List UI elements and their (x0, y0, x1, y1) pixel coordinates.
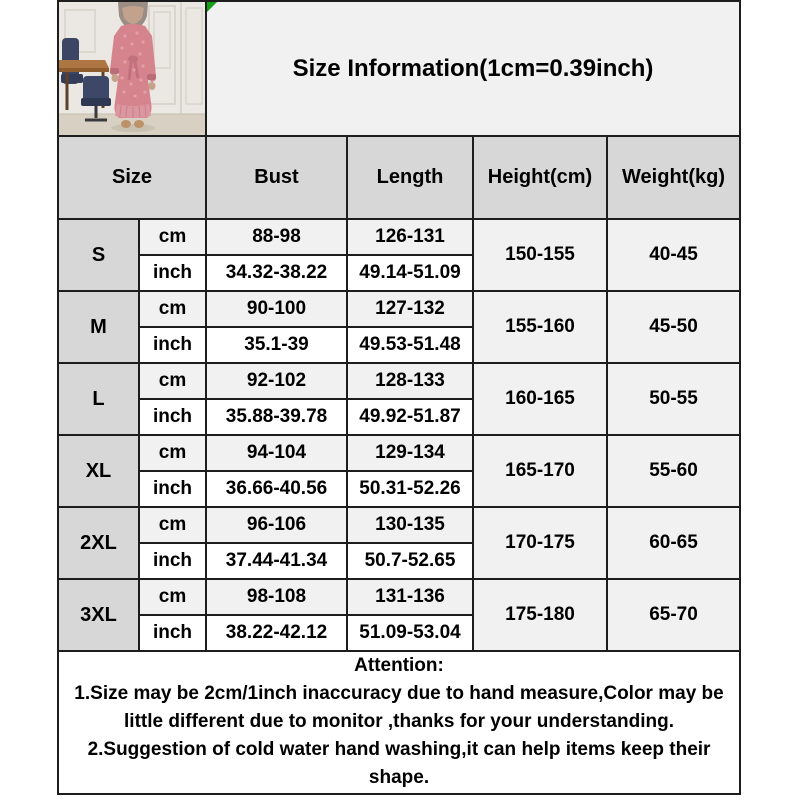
height-value: 150-155 (473, 219, 607, 291)
bust-inch-value: 36.66-40.56 (206, 471, 347, 507)
table-row-s-cm (58, 219, 740, 255)
bust-cm-value: 88-98 (206, 219, 347, 255)
unit-cm-cell: cm (139, 219, 206, 255)
unit-cm-cell: cm (139, 435, 206, 471)
col-header-bust: Bust (206, 136, 347, 219)
size-cell: 3XL (58, 579, 139, 651)
attention-line-2: 2.Suggestion of cold water hand washing,it can help items keep their shape. (87, 739, 711, 789)
bust-cm-value: 94-104 (206, 435, 347, 471)
length-inch-value: 50.31-52.26 (347, 471, 473, 507)
length-inch-value: 51.09-53.04 (347, 615, 473, 651)
unit-inch-cell: inch (139, 615, 206, 651)
unit-inch-cell: inch (139, 399, 206, 435)
weight-value: 55-60 (607, 435, 740, 507)
model-photo-illustration (59, 2, 205, 135)
attention-heading: Attention: (354, 655, 444, 676)
weight-value: 50-55 (607, 363, 740, 435)
unit-cm-cell: cm (139, 579, 206, 615)
size-cell: S (58, 219, 139, 291)
length-cm-value: 126-131 (347, 219, 473, 255)
table-row-xl-cm (58, 435, 740, 471)
unit-inch-cell: inch (139, 543, 206, 579)
length-cm-value: 130-135 (347, 507, 473, 543)
weight-value: 40-45 (607, 219, 740, 291)
height-value: 155-160 (473, 291, 607, 363)
length-inch-value: 49.53-51.48 (347, 327, 473, 363)
unit-cm-cell: cm (139, 291, 206, 327)
length-cm-value: 128-133 (347, 363, 473, 399)
bust-inch-value: 35.1-39 (206, 327, 347, 363)
col-header-weight: Weight(kg) (607, 136, 740, 219)
col-header-height: Height(cm) (473, 136, 607, 219)
bust-cm-value: 98-108 (206, 579, 347, 615)
col-header-size: Size (58, 136, 206, 219)
weight-value: 60-65 (607, 507, 740, 579)
table-row-l-cm (58, 363, 740, 399)
bust-cm-value: 92-102 (206, 363, 347, 399)
height-value: 165-170 (473, 435, 607, 507)
bust-cm-value: 90-100 (206, 291, 347, 327)
table-row-m-cm (58, 291, 740, 327)
bust-inch-value: 38.22-42.12 (206, 615, 347, 651)
height-value: 170-175 (473, 507, 607, 579)
length-cm-value: 127-132 (347, 291, 473, 327)
product-photo (58, 1, 206, 136)
title-cell (206, 1, 740, 136)
unit-inch-cell: inch (139, 327, 206, 363)
unit-inch-cell: inch (139, 471, 206, 507)
size-cell: 2XL (58, 507, 139, 579)
height-value: 160-165 (473, 363, 607, 435)
unit-cm-cell: cm (139, 507, 206, 543)
attention-note (58, 651, 740, 794)
bust-cm-value: 96-106 (206, 507, 347, 543)
weight-value: 45-50 (607, 291, 740, 363)
size-cell: XL (58, 435, 139, 507)
weight-value: 65-70 (607, 579, 740, 651)
green-corner-marker-icon (207, 2, 217, 12)
size-cell: M (58, 291, 139, 363)
size-table (57, 0, 741, 795)
table-row-3xl-cm (58, 579, 740, 615)
unit-inch-cell: inch (139, 255, 206, 291)
length-cm-value: 129-134 (347, 435, 473, 471)
header-banner-row (58, 1, 740, 136)
bust-inch-value: 34.32-38.22 (206, 255, 347, 291)
length-inch-value: 49.14-51.09 (347, 255, 473, 291)
column-header-row (58, 136, 740, 219)
bust-inch-value: 35.88-39.78 (206, 399, 347, 435)
col-header-length: Length (347, 136, 473, 219)
height-value: 175-180 (473, 579, 607, 651)
table-row-2xl-cm (58, 507, 740, 543)
attention-row (58, 651, 740, 794)
bust-inch-value: 37.44-41.34 (206, 543, 347, 579)
length-inch-value: 50.7-52.65 (347, 543, 473, 579)
attention-line-1: 1.Size may be 2cm/1inch inaccuracy due to hand measure,Color may be little different due to monitor ,thanks for your understanding. (74, 683, 724, 733)
unit-cm-cell: cm (139, 363, 206, 399)
length-inch-value: 49.92-51.87 (347, 399, 473, 435)
length-cm-value: 131-136 (347, 579, 473, 615)
page-title: Size Information(1cm=0.39inch) (292, 54, 654, 82)
size-cell: L (58, 363, 139, 435)
